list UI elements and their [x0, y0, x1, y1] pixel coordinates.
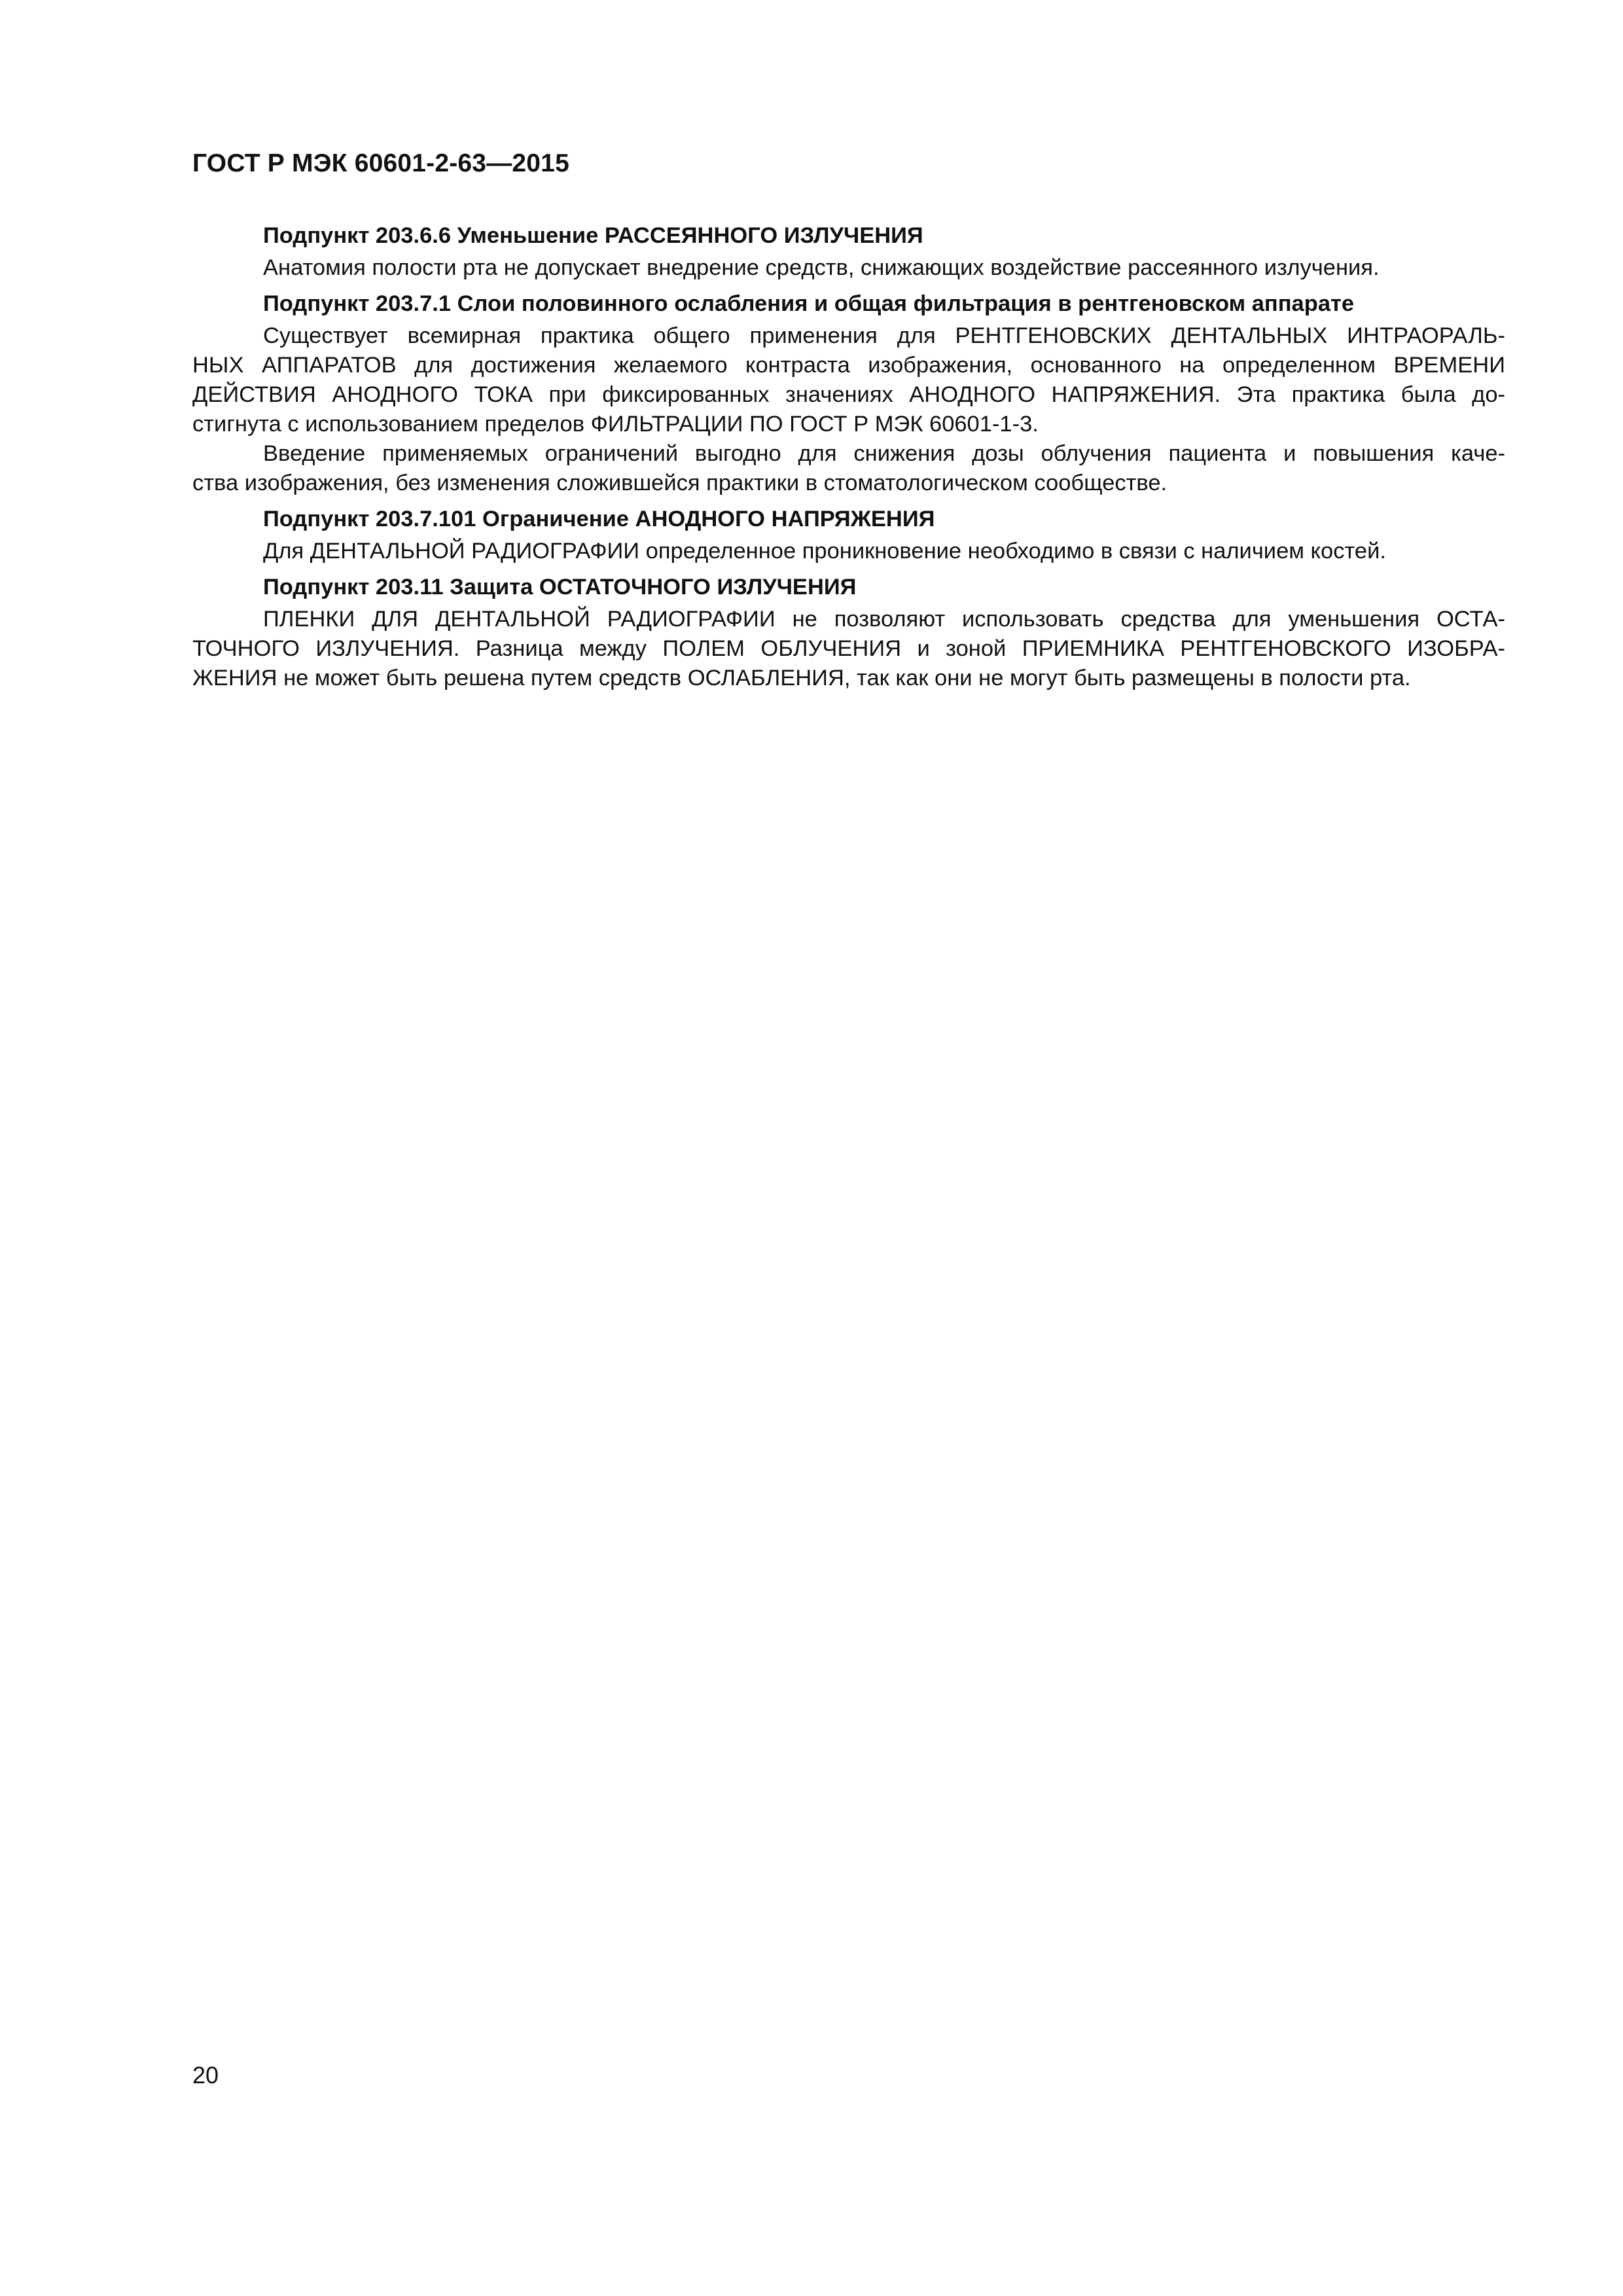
- paragraph-line: ЖЕНИЯ не может быть решена путем средств ОСЛАБЛЕНИЯ, так как они не могут быть размещены в полости рта.: [192, 666, 1411, 691]
- page-number: 20: [192, 2062, 219, 2089]
- document-header: ГОСТ Р МЭК 60601-2-63—2015: [192, 149, 569, 177]
- paragraph-line: Анатомия полости рта не допускает внедрение средств, снижающих воздействие рассеянного излучения.: [263, 255, 1380, 280]
- paragraph-line: Введение применяемых ограничений выгодно для снижения дозы облучения пациента и повышения каче-: [263, 441, 1505, 466]
- paragraph-line: Существует всемирная практика общего применения для РЕНТГЕНОВСКИХ ДЕНТАЛЬНЫХ ИНТРАОРАЛЬ-: [263, 323, 1505, 348]
- document-body: [192, 221, 1505, 693]
- section-203-7-1: [192, 289, 1505, 498]
- section-203-6-6: [192, 221, 1505, 283]
- section-title: Подпункт 203.7.1 Слои половинного ослабления и общая фильтрация в рентгеновском аппарате: [263, 291, 1355, 316]
- paragraph-line: НЫХ АППАРАТОВ для достижения желаемого контраста изображения, основанного на определенном ВРЕМЕНИ: [192, 353, 1505, 378]
- paragraph-line: ства изображения, без изменения сложившейся практики в стоматологическом сообществе.: [192, 471, 1168, 495]
- paragraph-line: ТОЧНОГО ИЗЛУЧЕНИЯ. Разница между ПОЛЕМ ОБЛУЧЕНИЯ и зоной ПРИЕМНИКА РЕНТГЕНОВСКОГО ИЗОБРА-: [192, 636, 1505, 661]
- section-203-7-101: [192, 505, 1505, 566]
- section-title: Подпункт 203.7.101 Ограничение АНОДНОГО НАПРЯЖЕНИЯ: [263, 507, 935, 531]
- paragraph-line: ПЛЕНКИ ДЛЯ ДЕНТАЛЬНОЙ РАДИОГРАФИИ не позволяют использовать средства для уменьшения ОСТА-: [263, 607, 1505, 632]
- paragraph-line: ДЕЙСТВИЯ АНОДНОГО ТОКА при фиксированных значениях АНОДНОГО НАПРЯЖЕНИЯ. Эта практика была до-: [192, 382, 1505, 407]
- paragraph-line: стигнута с использованием пределов ФИЛЬТРАЦИИ ПО ГОСТ Р МЭК 60601-1-3.: [192, 412, 1039, 437]
- section-203-11: [192, 573, 1505, 693]
- section-title: Подпункт 203.11 Защита ОСТАТОЧНОГО ИЗЛУЧЕНИЯ: [263, 575, 857, 600]
- section-title: Подпункт 203.6.6 Уменьшение РАССЕЯННОГО ИЗЛУЧЕНИЯ: [263, 223, 923, 248]
- paragraph-line: Для ДЕНТАЛЬНОЙ РАДИОГРАФИИ определенное проникновение необходимо в связи с наличием костей.: [263, 539, 1386, 564]
